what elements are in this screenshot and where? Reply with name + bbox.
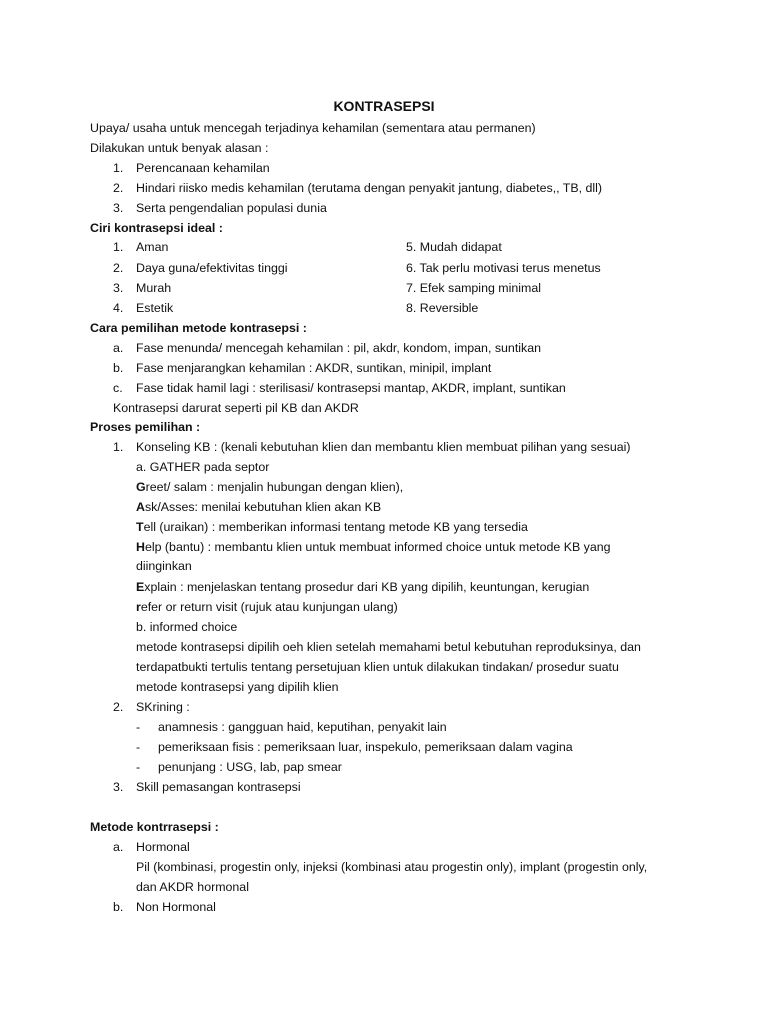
- gather-text: reet/ salam : menjalin hubungan dengan klien),: [145, 480, 404, 494]
- document-title: KONTRASEPSI: [333, 98, 435, 114]
- gather-text: elp (bantu) : membantu klien untuk membuat informed choice untuk metode KB yang: [144, 540, 611, 554]
- list-number: 2.: [113, 181, 124, 195]
- list-number: 1.: [113, 240, 124, 254]
- gather-letter: E: [136, 580, 145, 594]
- metode-desc-line: dan AKDR hormonal: [136, 880, 249, 894]
- section-heading-cara: Cara pemilihan metode kontrasepsi :: [90, 321, 307, 335]
- darurat-text: Kontrasepsi darurat seperti pil KB dan AKDR: [113, 401, 359, 415]
- list-item: Non Hormonal: [136, 900, 216, 914]
- list-item: Hindari riisko medis kehamilan (terutama dengan penyakit jantung, diabetes,, TB, dll): [136, 181, 603, 195]
- list-item: Hormonal: [136, 840, 190, 854]
- list-item: 6. Tak perlu motivasi terus menetus: [406, 261, 601, 275]
- gather-continuation: diinginkan: [136, 559, 192, 573]
- gather-item: [136, 499, 381, 515]
- reasons-intro: Dilakukan untuk benyak alasan :: [90, 141, 269, 155]
- list-number: 1.: [113, 440, 124, 454]
- gather-text: ell (uraikan) : memberikan informasi tentang metode KB yang tersedia: [143, 520, 528, 534]
- informed-line: terdapatbukti tertulis tentang persetujuan klien untuk dilakukan tindakan/ prosedur suatu: [136, 660, 619, 674]
- gather-item: [136, 539, 611, 555]
- list-item: Estetik: [136, 301, 174, 315]
- informed-title: b. informed choice: [136, 620, 238, 634]
- gather-letter: H: [136, 540, 145, 554]
- list-item: Perencanaan kehamilan: [136, 161, 270, 175]
- list-letter: b.: [113, 900, 124, 914]
- list-dash: -: [136, 740, 141, 754]
- gather-letter: G: [136, 480, 146, 494]
- list-item: Aman: [136, 240, 169, 254]
- list-dash: -: [136, 720, 141, 734]
- list-item: Skill pemasangan kontrasepsi: [136, 780, 301, 794]
- section-heading-proses: Proses pemilihan :: [90, 420, 201, 434]
- gather-item: [136, 519, 528, 535]
- gather-letter: A: [136, 500, 145, 514]
- list-letter: b.: [113, 361, 124, 375]
- gather-text: xplain : menjelaskan tentang prosedur dari KB yang dipilih, keuntungan, kerugian: [144, 580, 590, 594]
- list-item: penunjang : USG, lab, pap smear: [158, 760, 342, 774]
- gather-item: [136, 479, 403, 495]
- list-number: 2.: [113, 261, 124, 275]
- gather-text: efer or return visit (rujuk atau kunjungan ulang): [140, 600, 398, 614]
- list-item: 7. Efek samping minimal: [406, 281, 541, 295]
- list-item: 8. Reversible: [406, 301, 479, 315]
- list-letter: a.: [113, 341, 124, 355]
- gather-letter: r: [136, 600, 141, 614]
- list-item: SKrining :: [136, 700, 190, 714]
- gather-letter: T: [136, 520, 144, 534]
- list-dash: -: [136, 760, 141, 774]
- section-heading-metode: Metode kontrrasepsi :: [90, 820, 219, 834]
- gather-item: [136, 579, 589, 595]
- metode-desc-line: Pil (kombinasi, progestin only, injeksi (kombinasi atau progestin only), implant (progestin only,: [136, 860, 648, 874]
- gather-item: [136, 599, 398, 615]
- list-item: anamnesis : gangguan haid, keputihan, penyakit lain: [158, 720, 447, 734]
- list-item: Fase tidak hamil lagi : sterilisasi/ kontrasepsi mantap, AKDR, implant, suntikan: [136, 381, 566, 395]
- section-heading-ciri: Ciri kontrasepsi ideal :: [90, 221, 223, 235]
- list-number: 2.: [113, 700, 124, 714]
- list-item: Fase menunda/ mencegah kehamilan : pil, akdr, kondom, impan, suntikan: [136, 341, 541, 355]
- list-number: 3.: [113, 201, 124, 215]
- informed-line: metode kontrasepsi dipilih oeh klien setelah memahami betul kebutuhan reproduksinya, dan: [136, 640, 641, 654]
- definition-text: Upaya/ usaha untuk mencegah terjadinya kehamilan (sementara atau permanen): [90, 121, 536, 135]
- list-item: Murah: [136, 281, 172, 295]
- list-number: 3.: [113, 281, 124, 295]
- list-letter: c.: [113, 381, 123, 395]
- list-item: 5. Mudah didapat: [406, 240, 502, 254]
- list-item: pemeriksaan fisis : pemeriksaan luar, inspekulo, pemeriksaan dalam vagina: [158, 740, 573, 754]
- gather-text: sk/Asses: menilai kebutuhan klien akan KB: [144, 500, 382, 514]
- informed-line: metode kontrasepsi yang dipilih klien: [136, 680, 339, 694]
- list-number: 3.: [113, 780, 124, 794]
- list-letter: a.: [113, 840, 124, 854]
- list-item: Konseling KB : (kenali kebutuhan klien dan membantu klien membuat pilihan yang sesuai): [136, 440, 631, 454]
- list-number: 1.: [113, 161, 124, 175]
- gather-title: a. GATHER pada septor: [136, 460, 270, 474]
- list-item: Serta pengendalian populasi dunia: [136, 201, 327, 215]
- list-item: Daya guna/efektivitas tinggi: [136, 261, 288, 275]
- list-item: Fase menjarangkan kehamilan : AKDR, suntikan, minipil, implant: [136, 361, 492, 375]
- list-number: 4.: [113, 301, 124, 315]
